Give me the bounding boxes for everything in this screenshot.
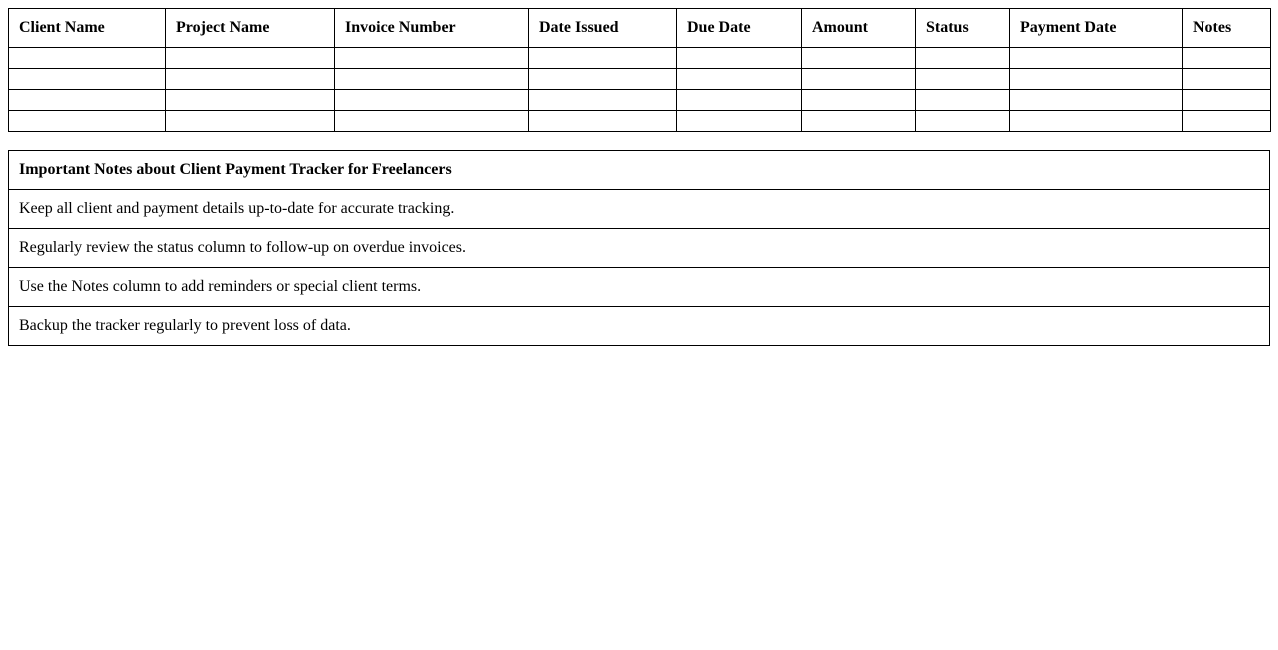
table-row	[9, 90, 1271, 111]
column-header-project-name: Project Name	[166, 9, 335, 48]
table-cell[interactable]	[1010, 69, 1183, 90]
notes-title: Important Notes about Client Payment Tracker for Freelancers	[9, 151, 1270, 190]
table-cell[interactable]	[677, 69, 802, 90]
table-cell[interactable]	[1183, 48, 1271, 69]
table-cell[interactable]	[9, 90, 166, 111]
table-cell[interactable]	[166, 111, 335, 132]
column-header-amount: Amount	[802, 9, 916, 48]
table-cell[interactable]	[335, 111, 529, 132]
table-cell[interactable]	[802, 90, 916, 111]
table-cell[interactable]	[916, 69, 1010, 90]
table-cell[interactable]	[529, 48, 677, 69]
notes-header-row	[9, 151, 1270, 190]
table-cell[interactable]	[529, 90, 677, 111]
column-header-due-date: Due Date	[677, 9, 802, 48]
table-cell[interactable]	[677, 48, 802, 69]
table-cell[interactable]	[166, 48, 335, 69]
table-cell[interactable]	[529, 111, 677, 132]
list-item	[9, 229, 1270, 268]
table-cell[interactable]	[916, 111, 1010, 132]
tracker-header-row	[9, 9, 1271, 48]
table-cell[interactable]	[677, 90, 802, 111]
note-text: Regularly review the status column to follow-up on overdue invoices.	[9, 229, 1270, 268]
column-header-notes: Notes	[1183, 9, 1271, 48]
table-cell[interactable]	[916, 48, 1010, 69]
column-header-payment-date: Payment Date	[1010, 9, 1183, 48]
table-row	[9, 111, 1271, 132]
table-cell[interactable]	[677, 111, 802, 132]
table-cell[interactable]	[802, 111, 916, 132]
table-cell[interactable]	[335, 90, 529, 111]
list-item	[9, 190, 1270, 229]
table-cell[interactable]	[335, 48, 529, 69]
table-cell[interactable]	[1183, 69, 1271, 90]
table-row	[9, 69, 1271, 90]
table-cell[interactable]	[529, 69, 677, 90]
table-cell[interactable]	[916, 90, 1010, 111]
column-header-client-name: Client Name	[9, 9, 166, 48]
table-cell[interactable]	[9, 48, 166, 69]
table-cell[interactable]	[1183, 90, 1271, 111]
table-cell[interactable]	[9, 69, 166, 90]
list-item	[9, 268, 1270, 307]
list-item	[9, 307, 1270, 346]
important-notes-table	[8, 150, 1270, 346]
table-cell[interactable]	[1183, 111, 1271, 132]
table-cell[interactable]	[802, 69, 916, 90]
table-cell[interactable]	[9, 111, 166, 132]
note-text: Keep all client and payment details up-to-date for accurate tracking.	[9, 190, 1270, 229]
column-header-date-issued: Date Issued	[529, 9, 677, 48]
table-cell[interactable]	[1010, 111, 1183, 132]
table-row	[9, 48, 1271, 69]
table-cell[interactable]	[335, 69, 529, 90]
table-cell[interactable]	[166, 69, 335, 90]
note-text: Backup the tracker regularly to prevent loss of data.	[9, 307, 1270, 346]
column-header-status: Status	[916, 9, 1010, 48]
table-cell[interactable]	[802, 48, 916, 69]
payment-tracker-table	[8, 8, 1271, 132]
table-cell[interactable]	[166, 90, 335, 111]
table-cell[interactable]	[1010, 48, 1183, 69]
column-header-invoice-number: Invoice Number	[335, 9, 529, 48]
note-text: Use the Notes column to add reminders or special client terms.	[9, 268, 1270, 307]
table-cell[interactable]	[1010, 90, 1183, 111]
